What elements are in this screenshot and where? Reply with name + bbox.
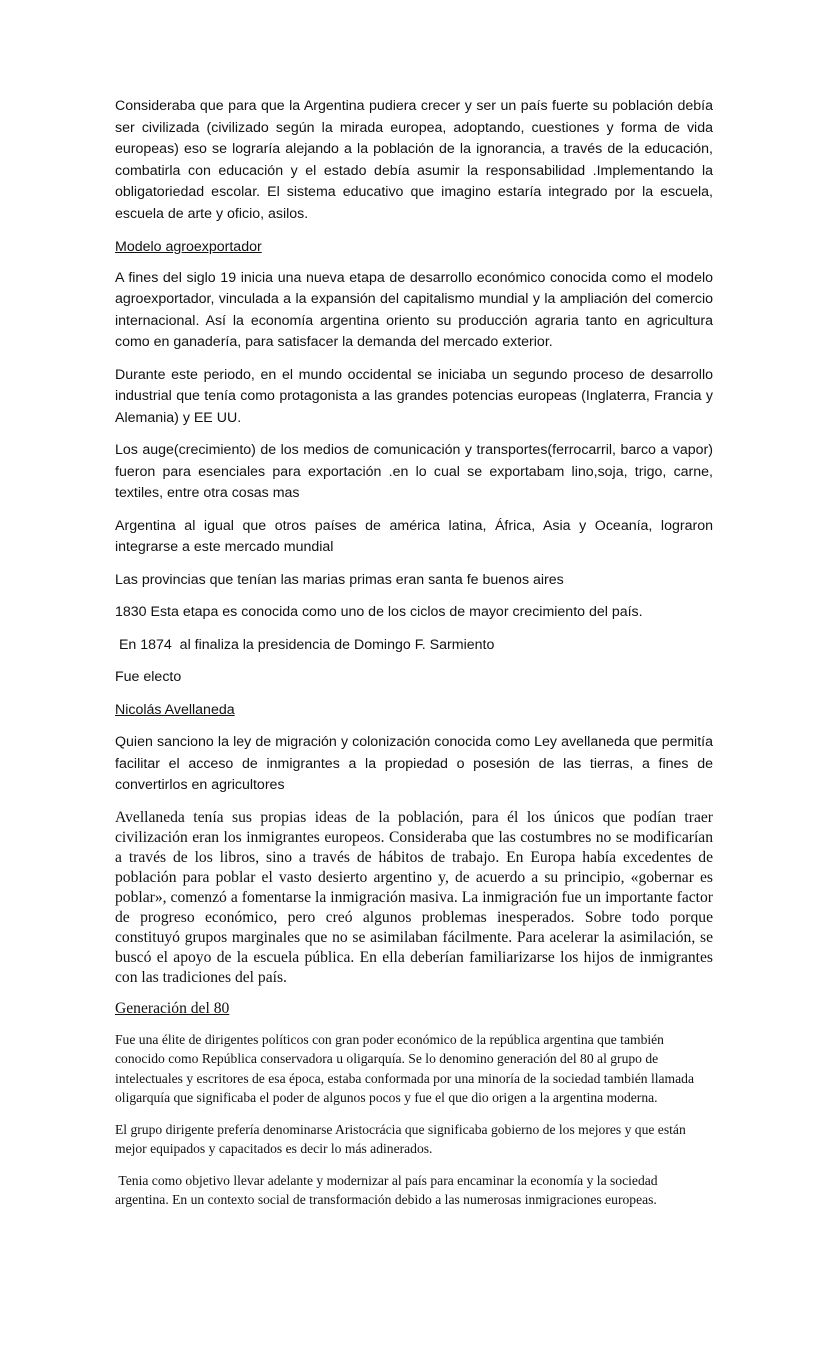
paragraph-civilizacion: Consideraba que para que la Argentina pudiera crecer y ser un país fuerte su población debía ser civilizada (civilizado según la mirada europea, adoptando, cuestiones y forma de vida europeas) eso se lograría alejando a la población de la ignorancia, a través de la educación, combatirla con educación y el estado debía asumir la responsabilidad .Implementando la obligatoriedad escolar. El sistema educativo que imagino estaría integrado por la escuela, escuela de arte y oficio, asilos. (115, 98, 713, 222)
paragraph-1874: En 1874 al finaliza la presidencia de Domingo F. Sarmiento (115, 636, 495, 653)
heading-generacion-80: Generación del 80 (115, 999, 230, 1017)
paragraph-modelo-intro: A fines del siglo 19 inicia una nueva etapa de desarrollo económico conocida como el modelo agroexportador, vinculada a la expansión del capitalismo mundial y la ampliación del comercio internacional. Así la economía argentina oriento su producción agraria tanto en agricultura como en ganadería, para satisfacer la demanda del mercado exterior. (115, 269, 713, 350)
document-page (115, 96, 713, 1210)
paragraph-1830: 1830 Esta etapa es conocida como uno de los ciclos de mayor crecimiento del país. (115, 604, 643, 620)
paragraph-ley-avellaneda: Quien sanciono la ley de migración y colonización conocida como Ley avellaneda que permitía facilitar el acceso de inmigrantes a la propiedad o posesión de las tierras, a fines de convertirlos en agricultores (115, 734, 713, 793)
paragraph-medios-transporte: Los auge(crecimiento) de los medios de comunicación y transportes(ferrocarril, barco a vapor) fueron para esenciales para exportación .en lo cual se exportabam lino,soja, trigo, carne, textiles, entre otra cosas mas (115, 442, 713, 501)
paragraph-provincias: Las provincias que tenían las marias primas eran santa fe buenos aires (115, 571, 564, 588)
paragraph-avellaneda-ideas: Avellaneda tenía sus propias ideas de la población, para él los únicos que podían traer civilización eran los inmigrantes europeos. Consideraba que las costumbres no se modificarían a través de los libros, sino a través de hábitos de trabajo. En Europa había excedentes de población para poblar el vasto desierto argentino y, de acuerdo a su principio, «gobernar es poblar», comenzó a fomentarse la inmigración masiva. La inmigración fue un importante factor de progreso económico, pero creó algunos problemas inesperados. Sobre todo porque constituyó grupos marginales que no se asimilaban fácilmente. Para acelerar la asimilación, se buscó el apoyo de la escuela pública. En ella deberían familiarizarse los hijos de inmigrantes con las tradiciones del país. (115, 808, 713, 986)
heading-nicolas-avellaneda: Nicolás Avellaneda (115, 701, 235, 718)
paragraph-elite: Fue una élite de dirigentes políticos con gran poder económico de la república argentina que también conocido como República conservadora u oligarquía. Se lo denomino generación del 80 al grupo de intelectuales y escritores de esa época, estaba conformada por una minoría de la sociedad también llamada oligarquía que significaba el poder de algunos pocos y fue el que dio origen a la argentina moderna. (115, 1031, 694, 1105)
paragraph-objetivo: Tenia como objetivo llevar adelante y modernizar al país para encaminar la economía y la sociedad argentina. En un contexto social de transformación debido a las numerosas inmigraciones europeas. (115, 1172, 661, 1207)
heading-modelo-agroexportador: Modelo agroexportador (115, 239, 262, 255)
paragraph-fue-electo: Fue electo (115, 669, 182, 685)
paragraph-desarrollo-industrial: Durante este periodo, en el mundo occidental se iniciaba un segundo proceso de desarrollo industrial que tenía como protagonista a las grandes potencias europeas (Inglaterra, Francia y Alemania) y EE UU. (115, 366, 713, 426)
paragraph-aristocracia: El grupo dirigente prefería denominarse Aristocrácia que significaba gobierno de los mejores y que están mejor equipados y capacitados es decir lo más adinerados. (115, 1121, 686, 1156)
paragraph-mercado-mundial: Argentina al igual que otros países de américa latina, África, Asia y Oceanía, lograron integrarse a este mercado mundial (115, 517, 713, 555)
